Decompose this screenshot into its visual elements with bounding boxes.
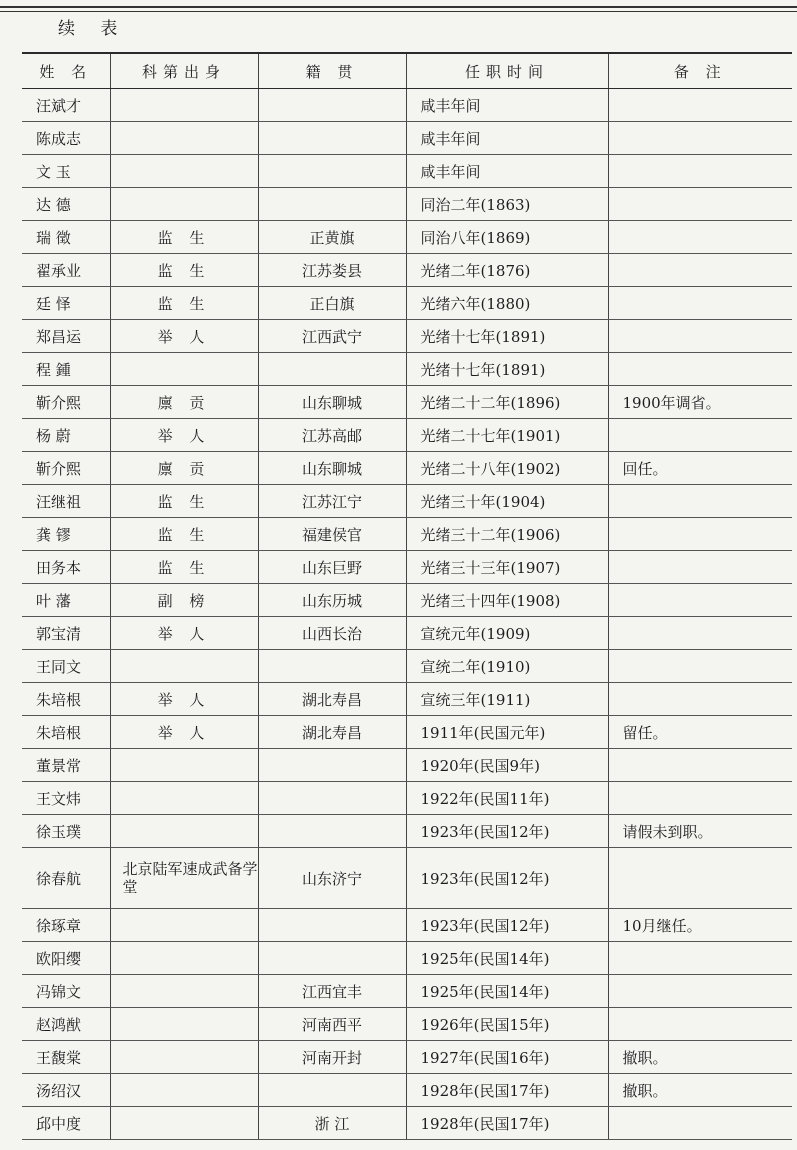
cell-degree [110,650,258,683]
table-row [22,1041,792,1074]
cell-origin: 山东济宁 [258,848,406,909]
table-row [22,89,792,122]
table-row [22,386,792,419]
cell-note: 1900年调省。 [608,386,792,419]
cell-origin [258,122,406,155]
cell-term: 咸丰年间 [406,155,608,188]
table-row [22,518,792,551]
cell-note [608,551,792,584]
cell-note [608,221,792,254]
cell-note [608,650,792,683]
cell-name: 赵鸿猷 [22,1008,110,1041]
cell-note [608,782,792,815]
cell-name: 廷 怿 [22,287,110,320]
table-row [22,551,792,584]
cell-note: 留任。 [608,716,792,749]
cell-degree: 举 人 [110,617,258,650]
table-row [22,320,792,353]
cell-degree [110,1107,258,1140]
cell-origin: 山东聊城 [258,386,406,419]
cell-degree [110,749,258,782]
cell-degree [110,1041,258,1074]
cell-term: 光绪二十二年(1896) [406,386,608,419]
table-row [22,584,792,617]
cell-term: 1920年(民国9年) [406,749,608,782]
cell-origin: 江西宜丰 [258,975,406,1008]
cell-note: 撤职。 [608,1074,792,1107]
cell-degree: 举 人 [110,419,258,452]
table-row [22,848,792,909]
cell-note [608,848,792,909]
cell-note [608,1008,792,1041]
cell-degree [110,89,258,122]
cell-origin: 江西武宁 [258,320,406,353]
header-term: 任职时间 [406,53,608,89]
cell-origin: 山西长治 [258,617,406,650]
cell-term: 1922年(民国11年) [406,782,608,815]
cell-origin: 湖北寿昌 [258,716,406,749]
cell-origin: 江苏高邮 [258,419,406,452]
cell-origin: 山东巨野 [258,551,406,584]
cell-degree [110,909,258,942]
cell-name: 欧阳缨 [22,942,110,975]
cell-term: 1927年(民国16年) [406,1041,608,1074]
cell-degree: 廪 贡 [110,452,258,485]
cell-name: 叶 藩 [22,584,110,617]
cell-name: 王文炜 [22,782,110,815]
cell-origin: 河南开封 [258,1041,406,1074]
cell-term: 1926年(民国15年) [406,1008,608,1041]
cell-origin [258,815,406,848]
cell-degree [110,815,258,848]
cell-name: 徐玉璞 [22,815,110,848]
cell-degree [110,975,258,1008]
cell-name: 汪斌才 [22,89,110,122]
cell-degree: 监 生 [110,254,258,287]
cell-origin: 浙 江 [258,1107,406,1140]
table-row [22,749,792,782]
cell-degree: 廪 贡 [110,386,258,419]
cell-origin [258,782,406,815]
table-row [22,1008,792,1041]
cell-note [608,287,792,320]
cell-origin: 正白旗 [258,287,406,320]
cell-note [608,584,792,617]
cell-name: 龚 镠 [22,518,110,551]
table-row [22,221,792,254]
cell-note [608,254,792,287]
cell-origin [258,909,406,942]
cell-term: 宣统元年(1909) [406,617,608,650]
header-origin: 籍 贯 [258,53,406,89]
cell-term: 光绪十七年(1891) [406,353,608,386]
cell-term: 1925年(民国14年) [406,942,608,975]
header-name: 姓 名 [22,53,110,89]
cell-term: 同治八年(1869) [406,221,608,254]
cell-name: 瑞 徵 [22,221,110,254]
cell-note: 请假未到职。 [608,815,792,848]
table-caption: 续 表 [58,19,128,39]
cell-degree: 举 人 [110,683,258,716]
cell-name: 朱培根 [22,683,110,716]
cell-name: 杨 蔚 [22,419,110,452]
table-row [22,254,792,287]
cell-name: 董景常 [22,749,110,782]
cell-note [608,89,792,122]
officials-table [22,52,792,1140]
cell-origin: 湖北寿昌 [258,683,406,716]
cell-degree [110,782,258,815]
cell-term: 光绪十七年(1891) [406,320,608,353]
cell-note: 回任。 [608,452,792,485]
cell-degree: 监 生 [110,287,258,320]
cell-origin [258,353,406,386]
cell-term: 光绪二十七年(1901) [406,419,608,452]
cell-name: 徐春航 [22,848,110,909]
cell-name: 汤绍汉 [22,1074,110,1107]
cell-term: 1911年(民国元年) [406,716,608,749]
cell-origin [258,89,406,122]
cell-degree: 北京陆军速成武备学堂 [110,848,258,909]
cell-term: 1923年(民国12年) [406,815,608,848]
cell-name: 邱中度 [22,1107,110,1140]
table-row [22,975,792,1008]
table-row [22,155,792,188]
table-row [22,287,792,320]
cell-note [608,518,792,551]
cell-name: 陈成志 [22,122,110,155]
cell-origin: 正黄旗 [258,221,406,254]
cell-degree: 举 人 [110,320,258,353]
cell-term: 1928年(民国17年) [406,1107,608,1140]
table-row [22,909,792,942]
cell-origin [258,155,406,188]
table-row [22,782,792,815]
cell-name: 郭宝清 [22,617,110,650]
table-row [22,485,792,518]
cell-degree [110,188,258,221]
cell-name: 田务本 [22,551,110,584]
table-row [22,716,792,749]
cell-note [608,419,792,452]
cell-origin [258,749,406,782]
cell-degree [110,122,258,155]
cell-origin [258,1074,406,1107]
cell-term: 1923年(民国12年) [406,848,608,909]
cell-name: 靳介熙 [22,386,110,419]
cell-term: 光绪三十四年(1908) [406,584,608,617]
cell-degree: 举 人 [110,716,258,749]
cell-note [608,155,792,188]
cell-name: 王同文 [22,650,110,683]
cell-name: 翟承业 [22,254,110,287]
cell-note [608,188,792,221]
cell-origin: 河南西平 [258,1008,406,1041]
cell-note [608,353,792,386]
cell-note [608,122,792,155]
cell-note [608,749,792,782]
header-row [22,53,792,89]
cell-origin: 山东聊城 [258,452,406,485]
table-row [22,617,792,650]
cell-degree: 监 生 [110,221,258,254]
cell-degree: 监 生 [110,518,258,551]
table-row [22,683,792,716]
cell-degree [110,942,258,975]
table-row [22,1074,792,1107]
cell-note: 10月继任。 [608,909,792,942]
table-row [22,815,792,848]
cell-note [608,320,792,353]
cell-degree: 监 生 [110,485,258,518]
cell-origin [258,650,406,683]
cell-term: 宣统三年(1911) [406,683,608,716]
cell-name: 文 玉 [22,155,110,188]
cell-name: 汪继祖 [22,485,110,518]
cell-degree [110,155,258,188]
table-row [22,419,792,452]
cell-degree: 副 榜 [110,584,258,617]
table-row [22,650,792,683]
cell-origin: 福建侯官 [258,518,406,551]
table-row [22,353,792,386]
header-degree: 科第出身 [110,53,258,89]
cell-origin: 山东历城 [258,584,406,617]
cell-note [608,485,792,518]
cell-note: 撤职。 [608,1041,792,1074]
cell-degree: 监 生 [110,551,258,584]
table-row [22,942,792,975]
cell-note [608,975,792,1008]
cell-term: 光绪二年(1876) [406,254,608,287]
cell-degree [110,353,258,386]
cell-name: 程 鍾 [22,353,110,386]
cell-degree [110,1074,258,1107]
cell-note [608,942,792,975]
cell-term: 1928年(民国17年) [406,1074,608,1107]
cell-note [608,1107,792,1140]
cell-term: 光绪三十二年(1906) [406,518,608,551]
cell-name: 徐琢章 [22,909,110,942]
cell-degree [110,1008,258,1041]
cell-name: 达 德 [22,188,110,221]
cell-term: 光绪三十三年(1907) [406,551,608,584]
cell-term: 咸丰年间 [406,89,608,122]
cell-name: 冯锦文 [22,975,110,1008]
cell-name: 郑昌运 [22,320,110,353]
top-rule [0,6,797,12]
cell-term: 咸丰年间 [406,122,608,155]
cell-term: 同治二年(1863) [406,188,608,221]
cell-name: 靳介熙 [22,452,110,485]
table-row [22,452,792,485]
cell-origin: 江苏娄县 [258,254,406,287]
cell-term: 光绪二十八年(1902) [406,452,608,485]
cell-note [608,683,792,716]
cell-origin: 江苏江宁 [258,485,406,518]
cell-term: 1923年(民国12年) [406,909,608,942]
table-row [22,1107,792,1140]
cell-name: 朱培根 [22,716,110,749]
cell-note [608,617,792,650]
cell-origin [258,942,406,975]
cell-term: 宣统二年(1910) [406,650,608,683]
cell-term: 光绪三十年(1904) [406,485,608,518]
header-note: 备 注 [608,53,792,89]
cell-term: 光绪六年(1880) [406,287,608,320]
table-row [22,122,792,155]
cell-name: 王馥棠 [22,1041,110,1074]
cell-origin [258,188,406,221]
table-row [22,188,792,221]
cell-term: 1925年(民国14年) [406,975,608,1008]
